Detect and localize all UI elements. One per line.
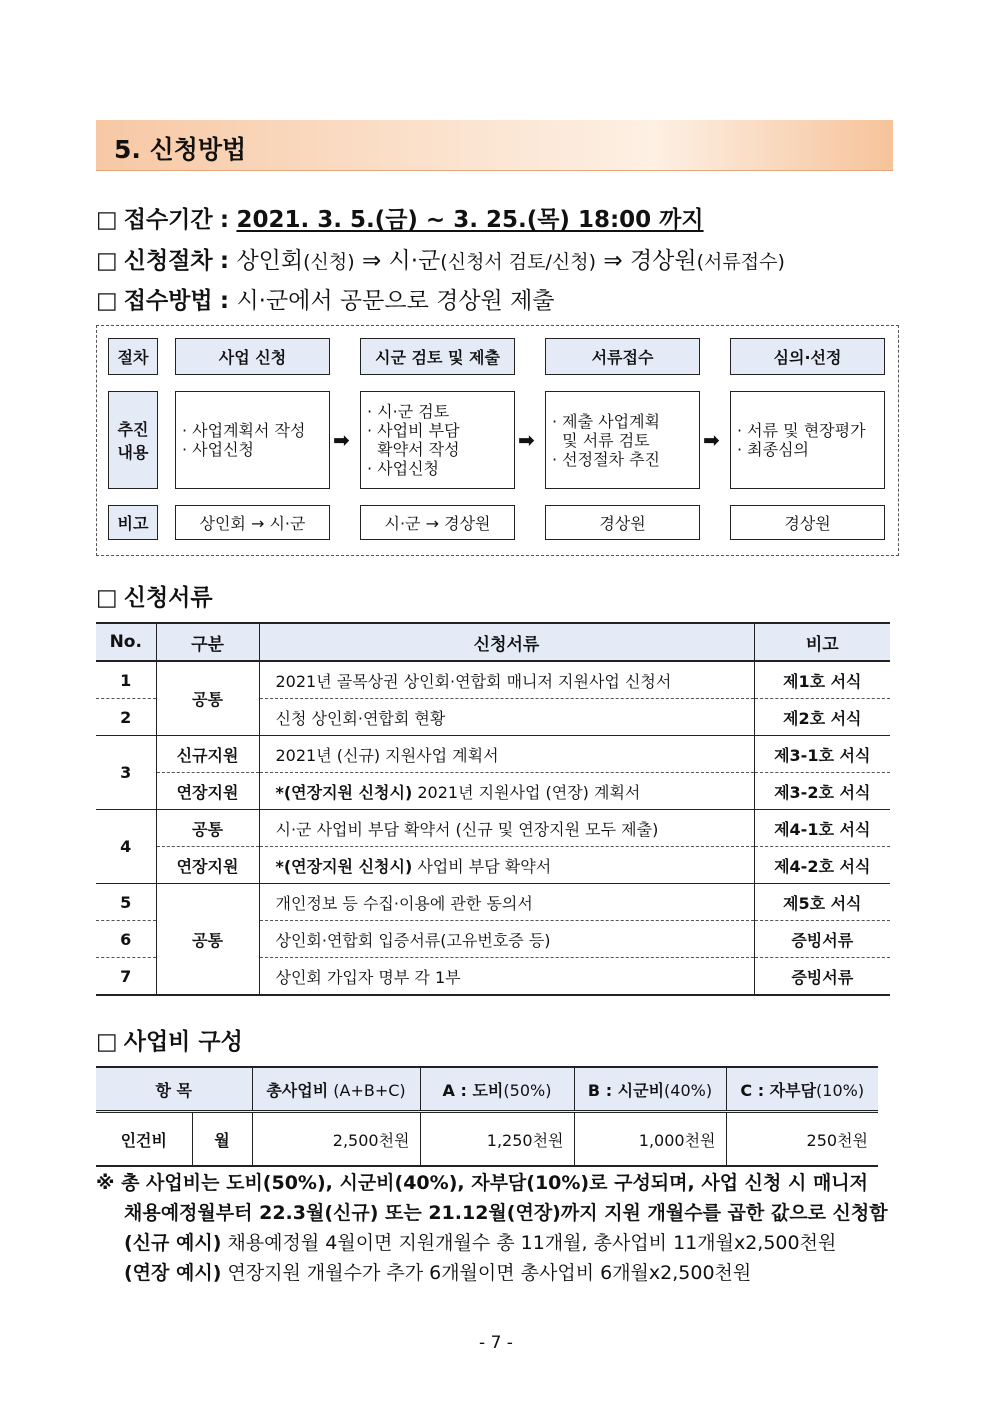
row-no: 1 <box>96 661 156 699</box>
note-example-new-label: (신규 예시) <box>124 1232 222 1254</box>
row-note: 증빙서류 <box>754 958 890 996</box>
header-b-sub: (40%) <box>664 1080 713 1100</box>
header-item: 항 목 <box>96 1067 252 1112</box>
row-document: 개인정보 등 수집·이용에 관한 동의서 <box>259 884 754 921</box>
note-example-ext <box>124 1258 751 1288</box>
row-note: 제5호 서식 <box>754 884 890 921</box>
row-item: 인건비 <box>96 1112 192 1167</box>
method-colon: : <box>219 288 230 314</box>
budget-heading <box>96 1023 243 1056</box>
procedure-step-3: 경상원 <box>629 248 697 274</box>
flow-row-label-note: 비고 <box>108 505 158 540</box>
flow-step-note: 시·군 → 경상원 <box>360 505 515 540</box>
flow-step-item: · 사업계획서 작성 <box>182 421 306 440</box>
method-line <box>96 282 555 315</box>
procedure-step-1-sub: (신청) <box>303 251 355 273</box>
header-a-sub: (50%) <box>503 1080 552 1100</box>
header-total-sub: (A+B+C) <box>328 1080 406 1100</box>
method-value: 시·군에서 공문으로 경상원 제출 <box>236 288 555 314</box>
row-note: 제4-1호 서식 <box>754 810 890 847</box>
header-a-label: A : 도비 <box>442 1080 504 1100</box>
flow-step-content <box>545 391 700 489</box>
procedure-arrow: ⇒ <box>361 248 382 274</box>
row-document-emphasis: *(연장지원 신청시) <box>275 782 413 802</box>
row-document: 2021년 (신규) 지원사업 계획서 <box>259 736 754 773</box>
flow-row-label-content <box>108 391 158 489</box>
row-no: 5 <box>96 884 156 921</box>
flow-step-item: · 최종심의 <box>737 440 809 459</box>
header-no: No. <box>96 623 156 661</box>
flow-step-note: 경상원 <box>730 505 885 540</box>
flow-step-content <box>175 391 330 489</box>
flow-diagram <box>96 325 899 556</box>
row-no: 2 <box>96 699 156 736</box>
header-c-label: C : 자부담 <box>740 1080 817 1100</box>
procedure-label: 신청절차 <box>123 248 213 274</box>
budget-table <box>96 1066 878 1167</box>
flow-arrow-icon: ➡ <box>518 428 535 452</box>
header-c-sub: (10%) <box>816 1080 865 1100</box>
flow-step-title: 사업 신청 <box>175 338 330 375</box>
row-category: 공통 <box>156 661 259 736</box>
flow-arrow-icon: ➡ <box>703 428 720 452</box>
row-note: 제3-1호 서식 <box>754 736 890 773</box>
method-label: 접수방법 <box>123 288 213 314</box>
flow-step-item: · 서류 및 현장평가 <box>737 421 866 440</box>
row-no: 7 <box>96 958 156 996</box>
row-no: 4 <box>96 810 156 884</box>
note-example-ext-text: 연장지원 개월수가 추가 6개월이면 총사업비 6개월x2,500천원 <box>221 1262 752 1284</box>
row-document <box>259 847 754 884</box>
flow-step-content <box>730 391 885 489</box>
header-c <box>726 1067 878 1112</box>
budget-heading-text: 사업비 구성 <box>123 1029 243 1055</box>
row-category: 신규지원 <box>156 736 259 773</box>
flow-step-item: 및 서류 검토 <box>552 430 650 450</box>
section-title: 5. 신청방법 <box>114 135 247 164</box>
flow-step-item: · 사업신청 <box>367 459 439 478</box>
row-no: 3 <box>96 736 156 810</box>
row-note: 제1호 서식 <box>754 661 890 699</box>
table-row <box>96 1112 878 1167</box>
table-header-row <box>96 623 890 661</box>
flow-step-note: 상인회 → 시·군 <box>175 505 330 540</box>
note-line-2: 채용예정월부터 22.3월(신규) 또는 21.12월(연장)까지 지원 개월수를 곱한 값으로 신청함 <box>124 1202 888 1224</box>
flow-row-label-content-2: 내용 <box>117 443 149 462</box>
table-row <box>96 773 890 810</box>
header-total-label: 총사업비 <box>266 1080 329 1100</box>
row-note: 제4-2호 서식 <box>754 847 890 884</box>
table-row <box>96 884 890 921</box>
procedure-colon: : <box>219 248 230 274</box>
period-label: 접수기간 <box>123 207 213 233</box>
section-banner <box>96 120 893 170</box>
row-note: 증빙서류 <box>754 921 890 958</box>
row-a: 1,250천원 <box>420 1112 574 1167</box>
row-b: 1,000천원 <box>574 1112 726 1167</box>
flow-step-title: 시군 검토 및 제출 <box>360 338 515 375</box>
checkbox-icon: □ <box>96 207 118 233</box>
period-colon: : <box>219 207 230 233</box>
row-category: 연장지원 <box>156 847 259 884</box>
note-line-1: ※ 총 사업비는 도비(50%), 시군비(40%), 자부담(10%)로 구성되며, 사업 신청 시 매니저 <box>96 1172 869 1194</box>
flow-step-item: · 선정절차 추진 <box>552 449 660 469</box>
flow-step-note: 경상원 <box>545 505 700 540</box>
documents-heading <box>96 579 213 612</box>
note-example-new <box>124 1228 836 1258</box>
header-b <box>574 1067 726 1112</box>
period-line <box>96 201 704 234</box>
row-category: 연장지원 <box>156 773 259 810</box>
checkbox-icon: □ <box>96 585 118 611</box>
row-category: 공통 <box>156 884 259 996</box>
flow-step-content <box>360 391 515 489</box>
period-value: 2021. 3. 5.(금) ~ 3. 25.(목) 18:00 까지 <box>236 207 704 233</box>
row-document-text: 2021년 지원사업 (연장) 계획서 <box>412 782 641 802</box>
row-document: 시·군 사업비 부담 확약서 (신규 및 연장지원 모두 제출) <box>259 810 754 847</box>
table-header-row <box>96 1067 878 1112</box>
flow-step-item: · 시·군 검토 <box>367 402 450 421</box>
flow-arrow-icon: ➡ <box>333 428 350 452</box>
documents-table <box>96 622 890 996</box>
header-category: 구분 <box>156 623 259 661</box>
header-a <box>420 1067 574 1112</box>
flow-step-title: 서류접수 <box>545 338 700 375</box>
procedure-step-2-sub: (신청서 검토/신청) <box>440 251 597 273</box>
row-document-emphasis: *(연장지원 신청시) <box>275 856 413 876</box>
row-note: 제3-2호 서식 <box>754 773 890 810</box>
header-total <box>252 1067 420 1112</box>
header-note: 비고 <box>754 623 890 661</box>
table-row <box>96 847 890 884</box>
row-c: 250천원 <box>726 1112 878 1167</box>
row-no: 6 <box>96 921 156 958</box>
page-number: - 7 - <box>479 1333 513 1353</box>
flow-step-item: 확약서 작성 <box>367 440 460 459</box>
row-document: 상인회 가입자 명부 각 1부 <box>259 958 754 996</box>
procedure-line <box>96 242 785 275</box>
header-document: 신청서류 <box>259 623 754 661</box>
flow-step-item: · 사업비 부담 <box>367 421 460 440</box>
procedure-step-1: 상인회 <box>236 248 304 274</box>
row-total: 2,500천원 <box>252 1112 420 1167</box>
row-document <box>259 773 754 810</box>
row-document: 신청 상인회·연합회 현황 <box>259 699 754 736</box>
note-example-new-text: 채용예정월 4월이면 지원개월수 총 11개월, 총사업비 11개월x2,500천원 <box>221 1232 837 1254</box>
documents-heading-text: 신청서류 <box>123 585 213 611</box>
table-row <box>96 736 890 773</box>
flow-step-title: 심의·선정 <box>730 338 885 375</box>
row-document: 상인회·연합회 입증서류(고유번호증 등) <box>259 921 754 958</box>
checkbox-icon: □ <box>96 248 118 274</box>
checkbox-icon: □ <box>96 288 118 314</box>
row-document: 2021년 골목상권 상인회·연합회 매니저 지원사업 신청서 <box>259 661 754 699</box>
note-example-ext-label: (연장 예시) <box>124 1262 222 1284</box>
procedure-arrow: ⇒ <box>603 248 623 274</box>
flow-step-item: · 사업신청 <box>182 440 254 459</box>
table-row <box>96 661 890 699</box>
row-note: 제2호 서식 <box>754 699 890 736</box>
table-row <box>96 810 890 847</box>
flow-row-label-content-1: 추진 <box>117 420 149 439</box>
procedure-step-3-sub: (서류접수) <box>696 251 785 273</box>
header-b-label: B : 시군비 <box>587 1080 665 1100</box>
flow-step-item: · 제출 사업계획 <box>552 411 660 431</box>
row-document-text: 사업비 부담 확약서 <box>412 856 552 876</box>
row-unit: 월 <box>192 1112 252 1167</box>
procedure-step-2: 시·군 <box>388 248 441 274</box>
flow-row-label-step: 절차 <box>108 338 158 375</box>
checkbox-icon: □ <box>96 1029 118 1055</box>
row-category: 공통 <box>156 810 259 847</box>
